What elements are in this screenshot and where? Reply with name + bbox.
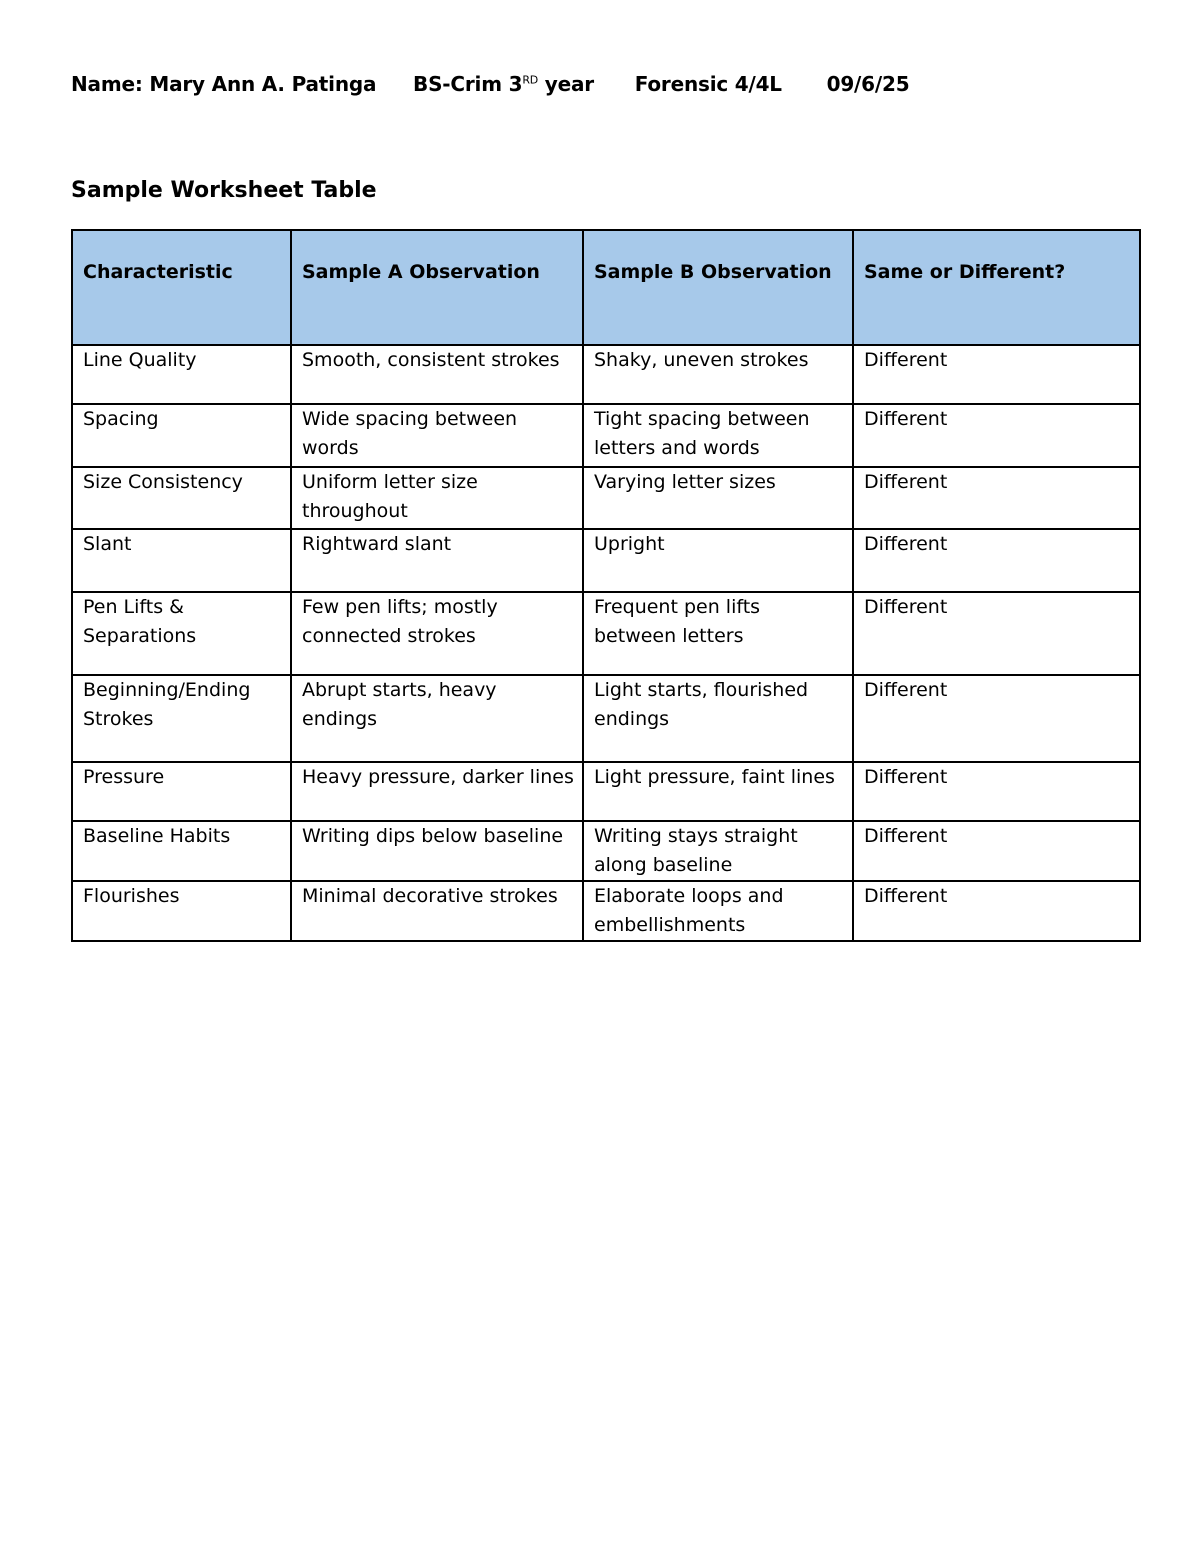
- cell-characteristic: Pressure: [72, 762, 291, 821]
- cell-sample-b: Varying letter sizes: [583, 467, 853, 529]
- course-superscript: RD: [522, 73, 539, 87]
- cell-comparison: Different: [853, 467, 1140, 529]
- table-row: [72, 345, 1140, 404]
- column-header-characteristic: Characteristic: [72, 230, 291, 345]
- cell-characteristic: Size Consistency: [72, 467, 291, 529]
- cell-sample-a: Abrupt starts, heavy endings: [291, 675, 583, 762]
- page-title: Sample Worksheet Table: [71, 178, 377, 203]
- cell-characteristic: Baseline Habits: [72, 821, 291, 881]
- cell-sample-b: Elaborate loops and embellishments: [583, 881, 853, 941]
- cell-characteristic: Line Quality: [72, 345, 291, 404]
- table-row: [72, 762, 1140, 821]
- column-header-sample-a: Sample A Observation: [291, 230, 583, 345]
- student-course: [413, 72, 594, 96]
- cell-sample-a: Few pen lifts; mostly connected strokes: [291, 592, 583, 675]
- cell-comparison: Different: [853, 592, 1140, 675]
- table-row: [72, 881, 1140, 941]
- cell-comparison: Different: [853, 404, 1140, 467]
- table-row: [72, 529, 1140, 592]
- cell-comparison: Different: [853, 762, 1140, 821]
- cell-sample-b: Writing stays straight along baseline: [583, 821, 853, 881]
- document-date: 09/6/25: [826, 72, 910, 96]
- column-header-same-or-different: Same or Different?: [853, 230, 1140, 345]
- table-row: [72, 404, 1140, 467]
- table-row: [72, 592, 1140, 675]
- student-info-line: [71, 72, 909, 96]
- cell-characteristic: Spacing: [72, 404, 291, 467]
- course-suffix: year: [538, 72, 594, 96]
- cell-comparison: Different: [853, 675, 1140, 762]
- cell-sample-b: Light pressure, faint lines: [583, 762, 853, 821]
- cell-sample-a: Writing dips below baseline: [291, 821, 583, 881]
- column-header-sample-b: Sample B Observation: [583, 230, 853, 345]
- table-row: [72, 821, 1140, 881]
- cell-sample-a: Rightward slant: [291, 529, 583, 592]
- table-row: [72, 467, 1140, 529]
- worksheet-table: [71, 229, 1141, 942]
- cell-comparison: Different: [853, 881, 1140, 941]
- course-main: BS-Crim 3: [413, 72, 523, 96]
- cell-sample-a: Smooth, consistent strokes: [291, 345, 583, 404]
- cell-sample-a: Minimal decorative strokes: [291, 881, 583, 941]
- cell-sample-a: Uniform letter size throughout: [291, 467, 583, 529]
- cell-characteristic: Slant: [72, 529, 291, 592]
- cell-sample-b: Upright: [583, 529, 853, 592]
- table-row: [72, 675, 1140, 762]
- cell-sample-b: Frequent pen lifts between letters: [583, 592, 853, 675]
- cell-comparison: Different: [853, 529, 1140, 592]
- cell-sample-b: Light starts, flourished endings: [583, 675, 853, 762]
- cell-characteristic: Flourishes: [72, 881, 291, 941]
- cell-comparison: Different: [853, 821, 1140, 881]
- cell-comparison: Different: [853, 345, 1140, 404]
- table-header-row: [72, 230, 1140, 345]
- cell-characteristic: Pen Lifts & Separations: [72, 592, 291, 675]
- cell-sample-b: Shaky, uneven strokes: [583, 345, 853, 404]
- cell-sample-b: Tight spacing between letters and words: [583, 404, 853, 467]
- cell-sample-a: Heavy pressure, darker lines: [291, 762, 583, 821]
- subject-code: Forensic 4/4L: [634, 72, 782, 96]
- cell-sample-a: Wide spacing between words: [291, 404, 583, 467]
- student-name: Name: Mary Ann A. Patinga: [71, 72, 377, 96]
- cell-characteristic: Beginning/Ending Strokes: [72, 675, 291, 762]
